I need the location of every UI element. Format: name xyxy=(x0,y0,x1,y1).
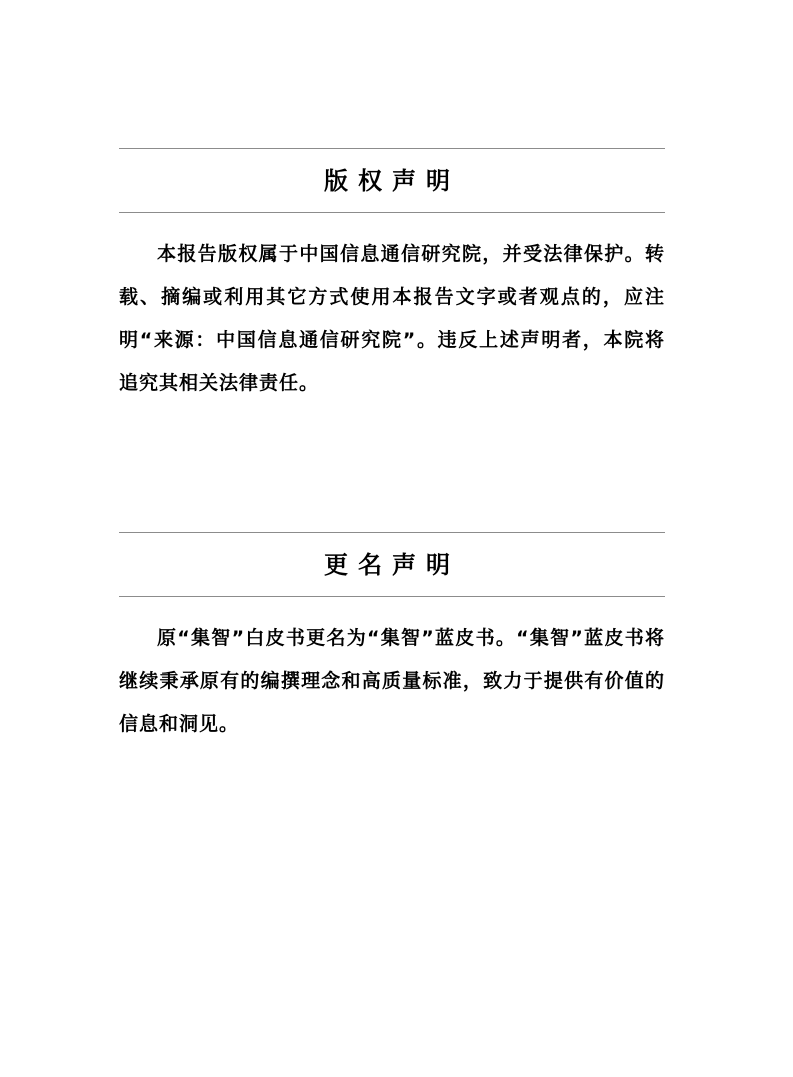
bottom-divider xyxy=(119,212,665,213)
rename-statement-section xyxy=(119,532,665,765)
rename-heading: 更名声明 xyxy=(324,550,460,579)
rename-paragraph: 原“集智”白皮书更名为“集智”蓝皮书。“集智”蓝皮书将继续秉承原有的编撰理念和高质量标准，致力于提供有价值的信息和洞见。 xyxy=(119,627,665,735)
copyright-paragraph: 本报告版权属于中国信息通信研究院，并受法律保护。转载、摘编或利用其它方式使用本报告文字或者观点的，应注明“来源：中国信息通信研究院”。违反上述声明者，本院将追究其相关法律责任。 xyxy=(119,243,665,394)
copyright-heading: 版权声明 xyxy=(324,166,460,195)
bottom-divider xyxy=(119,596,665,597)
copyright-statement-section xyxy=(119,148,665,424)
